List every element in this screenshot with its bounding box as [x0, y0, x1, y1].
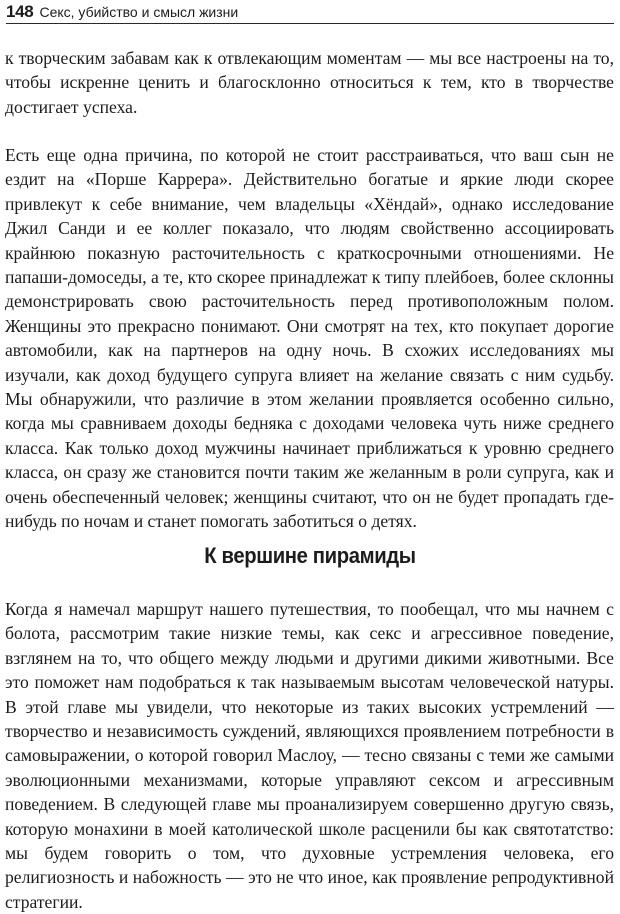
- section-heading: К вершине пирамиды: [204, 543, 416, 568]
- running-header: [6, 0, 614, 24]
- page-number: 148: [6, 1, 34, 21]
- body-paragraph-1: к творческим забавам как к отвлекающим моментам — мы все настроены на то, чтобы искренне ценить и благосклонно относиться к тем, кто в творчестве достигает успеха.: [5, 48, 614, 117]
- body-paragraph-2: Есть еще одна причина, по которой не стоит расстраиваться, что ваш сын не ездит на «Порше Каррера». Действительно богатые и яркие люди скорее привлекут к себе внимание, чем владельцы «Хёндай», однако исследование Джил Санди и ее коллег показало, что людям свойственно ассоциировать крайнюю показную расточительность с краткосрочными отношениями. Не папаши-домоседы, а те, кто скорее принадлежат к типу плейбоев, более склонны демонстрировать свою расточительность перед противоположным полом. Женщины это прекрасно понимают. Они смотрят на тех, кто покупает дорогие автомобили, как на партнеров на одну ночь. В схожих исследованиях мы изучали, как доход будущего супруга влияет на желание связать с ним судьбу. Мы обнаружили, что различие в этом желании проявляется особенно сильно, когда мы сравниваем доходы бедняка с доходами человека чуть ниже среднего класса. Как только доход мужчины начинает приближаться к уровню среднего класса, он сразу же становится почти таким же желанным в роли супруга, как и очень обеспеченный человек; женщины считают, что он не будет пропадать где-нибудь по ночам и станет помогать заботиться о детях.: [5, 145, 614, 532]
- section-paragraph: Когда я намечал маршрут нашего путешествия, то пообещал, что мы начнем с болота, рассмотрим такие низкие темы, как секс и агрессивное поведение, взглянем на то, что общего между людьми и другими дикими животными. Все это поможет нам подобраться к так называемым высотам человеческой натуры. В этой главе мы увидели, что некоторые из таких высоких устремлений — творчество и независимость суждений, являющихся проявлением потребности в самовыражении, о которой говорил Маслоу, — тесно связаны с теми же самыми эволюционными механизмами, которые управляют сексом и агрессивным поведением. В следующей главе мы проанализируем совершенно другую связь, которую монахини в моей католической школе расценили бы как святотатство: мы будем говорить о том, что духовные устремления человека, его религиозность и набожность — это не что иное, как проявление репродуктивной стратегии.: [5, 599, 614, 912]
- book-title: Секс, убийство и смысл жизни: [39, 3, 239, 20]
